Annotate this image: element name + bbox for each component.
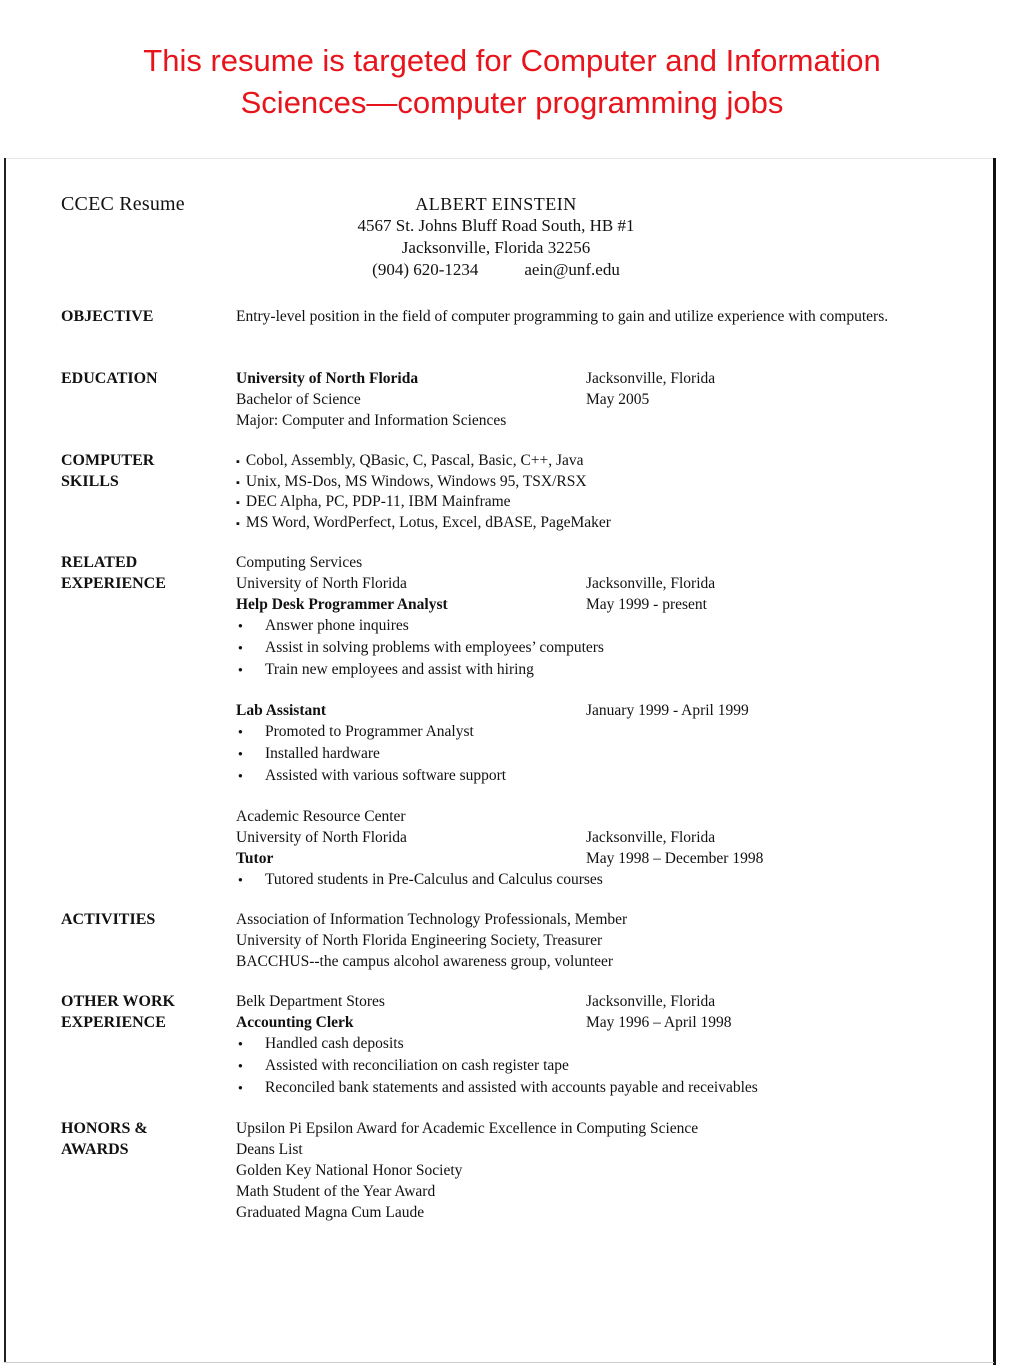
phone-number: (904) 620-1234 (372, 260, 479, 279)
candidate-name: ALBERT EINSTEIN (415, 194, 577, 214)
bullet-item: ● Promoted to Programmer Analyst (236, 721, 936, 743)
activity-item: University of North Florida Engineering Society, Treasurer (236, 932, 603, 949)
school-location: Jacksonville, Florida (586, 370, 716, 387)
honors-section (236, 1118, 936, 1223)
related-label-line-2: EXPERIENCE (61, 575, 166, 592)
related-label-line-1: RELATED (61, 554, 138, 571)
other-work-org: Belk Department Stores (236, 993, 385, 1010)
other-work-title: Accounting Clerk (236, 1014, 354, 1031)
bullet-item: ● Handled cash deposits (236, 1033, 936, 1055)
job3-school: University of North Florida (236, 829, 407, 846)
skills-list (236, 450, 936, 532)
other-work-bullets (236, 1033, 936, 1099)
other-work-location: Jacksonville, Florida (586, 993, 716, 1010)
bullet-item: ● Assisted with reconciliation on cash register tape (236, 1055, 936, 1077)
honor-item: Math Student of the Year Award (236, 1183, 436, 1200)
education-row-1 (236, 368, 936, 389)
job3-row-school (236, 827, 936, 848)
bullet-item: ● Assisted with various software support (236, 765, 936, 787)
banner-line-1: This resume is targeted for Computer and Information (143, 43, 881, 78)
job1-location: Jacksonville, Florida (586, 575, 716, 592)
bullet-item: ● Answer phone inquires (236, 615, 936, 637)
skills-section (236, 450, 936, 532)
graduation-date: May 2005 (586, 391, 650, 408)
job2-date: January 1999 - April 1999 (586, 702, 749, 719)
honor-item: Deans List (236, 1141, 303, 1158)
job1-title: Help Desk Programmer Analyst (236, 596, 448, 613)
bullet-item: ● Installed hardware (236, 743, 936, 765)
bullet-item: ● Assist in solving problems with employees’ computers (236, 637, 936, 659)
objective-text: Entry-level position in the field of computer programming to gain and utilize experience with computers. (236, 308, 889, 325)
document-frame-right (993, 158, 996, 1365)
honors-label-line-1: HONORS & (61, 1120, 148, 1137)
activities-section (236, 909, 936, 972)
job1-row-title (236, 594, 936, 615)
education-row-2 (236, 389, 936, 410)
skill-item: ▪ MS Word, WordPerfect, Lotus, Excel, dBASE, PageMaker (236, 512, 936, 533)
objective-label: OBJECTIVE (61, 308, 154, 325)
other-work-label-line-2: EXPERIENCE (61, 1014, 166, 1031)
address-line-2: Jacksonville, Florida 32256 (401, 238, 591, 257)
objective-section (236, 306, 936, 327)
degree: Bachelor of Science (236, 391, 361, 408)
skill-item: ▪ DEC Alpha, PC, PDP-11, IBM Mainframe (236, 491, 936, 512)
skill-item: ▪ Unix, MS-Dos, MS Windows, Windows 95, TSX/RSX (236, 471, 936, 492)
skills-label (61, 450, 211, 492)
job2-row-title (236, 700, 936, 721)
major: Major: Computer and Information Sciences (236, 412, 507, 429)
honors-label-line-2: AWARDS (61, 1141, 129, 1158)
activity-item: Association of Information Technology Professionals, Member (236, 911, 628, 928)
job2-bullets (236, 721, 936, 787)
job3-org: Academic Resource Center (236, 808, 406, 825)
job3-title: Tutor (236, 850, 274, 867)
skill-item: ▪ Cobol, Assembly, QBasic, C, Pascal, Basic, C++, Java (236, 450, 936, 471)
education-label: EDUCATION (61, 370, 158, 387)
job1-date: May 1999 - present (586, 596, 707, 613)
education-section (236, 368, 936, 431)
resume-header (236, 193, 756, 281)
job3-date: May 1998 – December 1998 (586, 850, 764, 867)
document-frame-left (4, 158, 6, 1363)
resume-label: CCEC Resume (61, 193, 185, 215)
address-line-1: 4567 St. Johns Bluff Road South, HB #1 (357, 216, 635, 235)
job3-bullets (236, 869, 936, 891)
bullet-item: ● Tutored students in Pre-Calculus and Calculus courses (236, 869, 936, 891)
honors-label (61, 1118, 211, 1160)
activity-item: BACCHUS--the campus alcohol awareness group, volunteer (236, 953, 614, 970)
skills-label-line-2: SKILLS (61, 473, 119, 490)
other-work-label (61, 991, 211, 1033)
banner-line-2: Sciences—computer programming jobs (240, 85, 784, 120)
bullet-item: ● Reconciled bank statements and assisted with accounts payable and receivables (236, 1077, 936, 1099)
job1-org: Computing Services (236, 554, 363, 571)
other-work-row-org (236, 991, 936, 1012)
honor-item: Golden Key National Honor Society (236, 1162, 463, 1179)
document-frame-top (4, 158, 996, 159)
school-name: University of North Florida (236, 370, 419, 387)
job1-row-school (236, 573, 936, 594)
other-work-label-line-1: OTHER WORK (61, 993, 175, 1010)
job2-title: Lab Assistant (236, 702, 327, 719)
other-work-date: May 1996 – April 1998 (586, 1014, 732, 1031)
job3-location: Jacksonville, Florida (586, 829, 716, 846)
job1-school: University of North Florida (236, 575, 407, 592)
honor-item: Upsilon Pi Epsilon Award for Academic Excellence in Computing Science (236, 1120, 699, 1137)
other-work-section (236, 991, 936, 1099)
contact-line (236, 259, 756, 281)
activities-label: ACTIVITIES (61, 911, 156, 928)
job3-row-title (236, 848, 936, 869)
related-experience-label (61, 552, 211, 594)
skills-label-line-1: COMPUTER (61, 452, 155, 469)
banner-title (0, 40, 1024, 124)
document-frame-bottom (4, 1362, 994, 1363)
related-experience-section (236, 552, 936, 891)
honor-item: Graduated Magna Cum Laude (236, 1204, 425, 1221)
bullet-item: ● Train new employees and assist with hiring (236, 659, 936, 681)
job1-bullets (236, 615, 936, 681)
other-work-row-title (236, 1012, 936, 1033)
email-address: aein@unf.edu (524, 260, 620, 279)
